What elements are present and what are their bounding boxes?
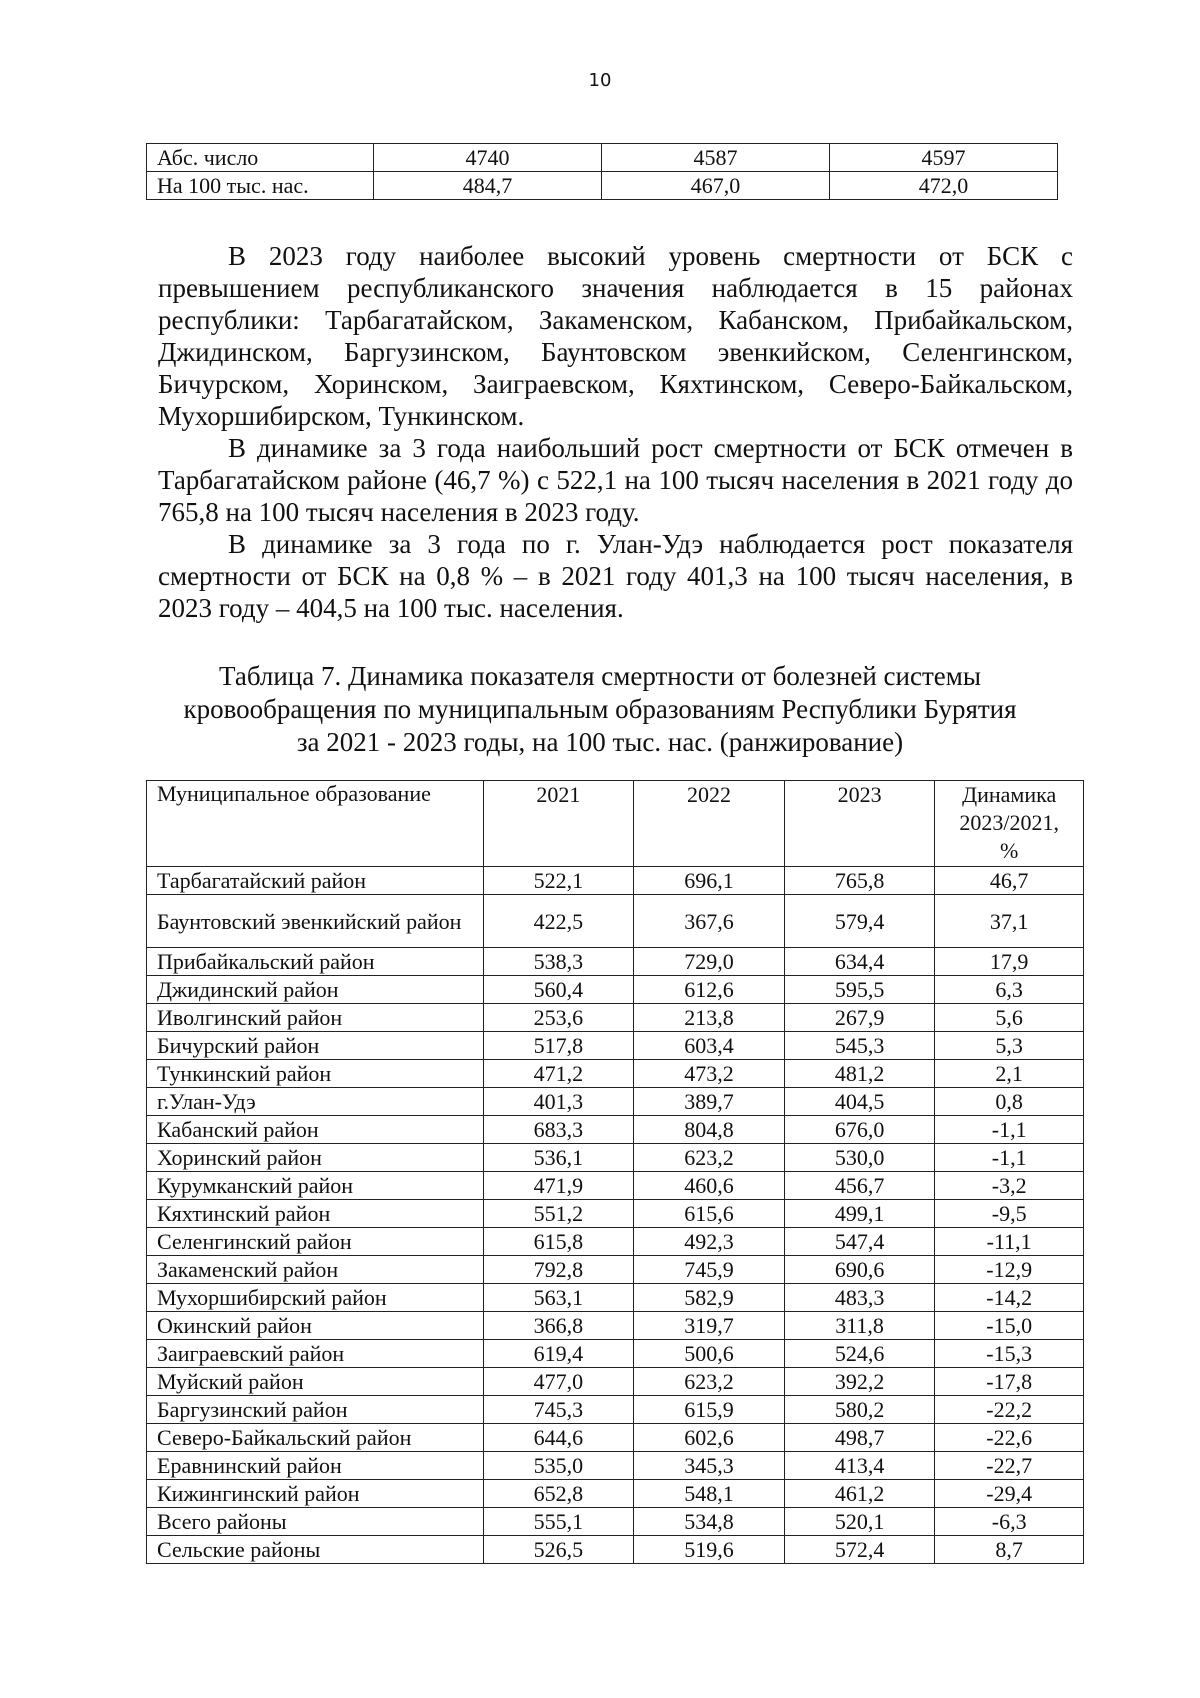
municipality-cell: Кяхтинский район: [147, 1200, 484, 1228]
row-label: Абс. число: [147, 144, 374, 172]
value-2023-cell: 530,0: [784, 1144, 935, 1172]
caption-line: за 2021 - 2023 годы, на 100 тыс. нас. (ранжирование): [296, 727, 904, 757]
value-2021-cell: 366,8: [483, 1312, 634, 1340]
value-2021-cell: 536,1: [483, 1144, 634, 1172]
table-row: [147, 1424, 1084, 1452]
value-2022-cell: 582,9: [634, 1284, 785, 1312]
paragraph: В динамике за 3 года наибольший рост смертности от БСК отмечен в Тарбагатайском районе (46,7 %) с 522,1 на 100 тысяч населения в 2021 году до 765,8 на 100 тысяч населения в 2023 году.: [158, 433, 1073, 527]
value-2021-cell: 560,4: [483, 976, 634, 1004]
table-row: [147, 1340, 1084, 1368]
value-2022-cell: 500,6: [634, 1340, 785, 1368]
value-2023-cell: 676,0: [784, 1116, 935, 1144]
dynamics-cell: -11,1: [935, 1228, 1084, 1256]
value-2023-cell: 765,8: [784, 867, 935, 895]
value-2022-cell: 367,6: [634, 895, 785, 948]
dynamics-cell: -22,6: [935, 1424, 1084, 1452]
value-2023-cell: 267,9: [784, 1004, 935, 1032]
caption-line: Таблица 7. Динамика показателя смертности от болезней системы: [219, 661, 981, 691]
table-row: [147, 1396, 1084, 1424]
value-2021-cell: 526,5: [483, 1536, 634, 1564]
value-2021-cell: 555,1: [483, 1508, 634, 1536]
value-2022-cell: 612,6: [634, 976, 785, 1004]
value-2022-cell: 603,4: [634, 1032, 785, 1060]
value-2021-cell: 401,3: [483, 1088, 634, 1116]
municipality-cell: Баунтовский эвенкийский район: [147, 895, 484, 948]
dynamics-cell: -9,5: [935, 1200, 1084, 1228]
table-row: [147, 1508, 1084, 1536]
paragraph: В динамике за 3 года по г. Улан-Удэ наблюдается рост показателя смертности от БСК на 0,8 % – в 2021 году 401,3 на 100 тысяч населения, в 2023 году – 404,5 на 100 тыс. населения.: [158, 529, 1073, 623]
value-2023-cell: 524,6: [784, 1340, 935, 1368]
value-2022-cell: 548,1: [634, 1480, 785, 1508]
table-row: [147, 867, 1084, 895]
value-2022-cell: 623,2: [634, 1368, 785, 1396]
summary-table: [146, 143, 1058, 200]
municipality-cell: Прибайкальский район: [147, 948, 484, 976]
municipality-cell: Муйский район: [147, 1368, 484, 1396]
value-2021-cell: 538,3: [483, 948, 634, 976]
table-row: [147, 1368, 1084, 1396]
value-2023-cell: 481,2: [784, 1060, 935, 1088]
table-row: [147, 172, 1058, 200]
value-2021-cell: 477,0: [483, 1368, 634, 1396]
header-dynamics: [935, 781, 1084, 867]
cell-value: 4597: [830, 144, 1058, 172]
value-2023-cell: 572,4: [784, 1536, 935, 1564]
value-2023-cell: 483,3: [784, 1284, 935, 1312]
dynamics-cell: 2,1: [935, 1060, 1084, 1088]
header-municipality: Муниципальное образование: [147, 781, 484, 867]
table-row: [147, 1452, 1084, 1480]
table-row: [147, 1312, 1084, 1340]
table-row: [147, 1004, 1084, 1032]
table-row: [147, 144, 1058, 172]
value-2023-cell: 579,4: [784, 895, 935, 948]
value-2021-cell: 517,8: [483, 1032, 634, 1060]
cell-value: 4587: [602, 144, 830, 172]
dynamics-cell: -1,1: [935, 1144, 1084, 1172]
dynamics-cell: -1,1: [935, 1116, 1084, 1144]
dynamics-cell: 37,1: [935, 895, 1084, 948]
dynamics-cell: 6,3: [935, 976, 1084, 1004]
mortality-table: [146, 780, 1084, 1564]
dynamics-cell: -15,0: [935, 1312, 1084, 1340]
municipality-cell: Тункинский район: [147, 1060, 484, 1088]
value-2022-cell: 729,0: [634, 948, 785, 976]
municipality-cell: Мухоршибирский район: [147, 1284, 484, 1312]
cell-value: 467,0: [602, 172, 830, 200]
municipality-cell: Закаменский район: [147, 1256, 484, 1284]
table-row: [147, 1060, 1084, 1088]
table-row: [147, 948, 1084, 976]
table-row: [147, 976, 1084, 1004]
municipality-cell: Всего районы: [147, 1508, 484, 1536]
cell-value: 4740: [374, 144, 602, 172]
table-row: [147, 1032, 1084, 1060]
caption-line: кровообращения по муниципальным образованиям Республики Бурятия: [183, 694, 1017, 724]
value-2022-cell: 534,8: [634, 1508, 785, 1536]
table-caption: [0, 660, 1200, 759]
table-header-row: [147, 781, 1084, 867]
dynamics-cell: -12,9: [935, 1256, 1084, 1284]
value-2023-cell: 392,2: [784, 1368, 935, 1396]
municipality-cell: Курумканский район: [147, 1172, 484, 1200]
header-dynamics-line: Динамика: [962, 782, 1057, 807]
municipality-cell: Кижингинский район: [147, 1480, 484, 1508]
table-row: [147, 1480, 1084, 1508]
value-2022-cell: 345,3: [634, 1452, 785, 1480]
value-2023-cell: 456,7: [784, 1172, 935, 1200]
dynamics-cell: 8,7: [935, 1536, 1084, 1564]
municipality-cell: Кабанский район: [147, 1116, 484, 1144]
value-2021-cell: 619,4: [483, 1340, 634, 1368]
table-row: [147, 1116, 1084, 1144]
table-row: [147, 1536, 1084, 1564]
municipality-cell: Сельские районы: [147, 1536, 484, 1564]
cell-value: 472,0: [830, 172, 1058, 200]
value-2022-cell: 623,2: [634, 1144, 785, 1172]
header-dynamics-line: %: [1000, 838, 1019, 863]
municipality-cell: Заиграевский район: [147, 1340, 484, 1368]
value-2021-cell: 253,6: [483, 1004, 634, 1032]
value-2022-cell: 473,2: [634, 1060, 785, 1088]
dynamics-cell: -14,2: [935, 1284, 1084, 1312]
value-2021-cell: 471,2: [483, 1060, 634, 1088]
value-2021-cell: 615,8: [483, 1228, 634, 1256]
value-2022-cell: 319,7: [634, 1312, 785, 1340]
value-2022-cell: 460,6: [634, 1172, 785, 1200]
municipality-cell: Окинский район: [147, 1312, 484, 1340]
table-row: [147, 1172, 1084, 1200]
value-2021-cell: 652,8: [483, 1480, 634, 1508]
municipality-cell: Бичурский район: [147, 1032, 484, 1060]
paragraph: В 2023 году наиболее высокий уровень смертности от БСК с превышением республиканского значения наблюдается в 15 районах республики: Тарбагатайском, Закаменском, Кабанском, Прибайкальском, Джидинском, Баргузинском, Баунтовском эвенкийском, Селенгинском, Бичурском, Хоринском, Заиграевском, Кяхтинском, Северо-Байкальском, Мухоршибирском, Тункинском.: [158, 241, 1073, 431]
value-2021-cell: 522,1: [483, 867, 634, 895]
municipality-cell: Иволгинский район: [147, 1004, 484, 1032]
dynamics-cell: -29,4: [935, 1480, 1084, 1508]
dynamics-cell: 0,8: [935, 1088, 1084, 1116]
value-2022-cell: 213,8: [634, 1004, 785, 1032]
value-2021-cell: 563,1: [483, 1284, 634, 1312]
value-2022-cell: 696,1: [634, 867, 785, 895]
header-dynamics-line: 2023/2021,: [959, 810, 1059, 835]
dynamics-cell: 5,6: [935, 1004, 1084, 1032]
cell-value: 484,7: [374, 172, 602, 200]
header-2021: 2021: [483, 781, 634, 867]
header-2023: 2023: [784, 781, 935, 867]
value-2021-cell: 683,3: [483, 1116, 634, 1144]
value-2021-cell: 792,8: [483, 1256, 634, 1284]
value-2023-cell: 520,1: [784, 1508, 935, 1536]
value-2021-cell: 745,3: [483, 1396, 634, 1424]
value-2023-cell: 634,4: [784, 948, 935, 976]
value-2023-cell: 413,4: [784, 1452, 935, 1480]
value-2022-cell: 804,8: [634, 1116, 785, 1144]
table-row: [147, 1088, 1084, 1116]
municipality-cell: г.Улан-Удэ: [147, 1088, 484, 1116]
dynamics-cell: 46,7: [935, 867, 1084, 895]
value-2023-cell: 499,1: [784, 1200, 935, 1228]
value-2023-cell: 545,3: [784, 1032, 935, 1060]
header-2022: 2022: [634, 781, 785, 867]
value-2023-cell: 461,2: [784, 1480, 935, 1508]
municipality-cell: Еравнинский район: [147, 1452, 484, 1480]
table-row: [147, 895, 1084, 948]
row-label: На 100 тыс. нас.: [147, 172, 374, 200]
value-2021-cell: 535,0: [483, 1452, 634, 1480]
body-text: [158, 240, 1073, 624]
value-2021-cell: 422,5: [483, 895, 634, 948]
table-body: [147, 867, 1084, 1564]
value-2021-cell: 644,6: [483, 1424, 634, 1452]
dynamics-cell: -6,3: [935, 1508, 1084, 1536]
value-2022-cell: 615,6: [634, 1200, 785, 1228]
dynamics-cell: 17,9: [935, 948, 1084, 976]
dynamics-cell: -17,8: [935, 1368, 1084, 1396]
value-2022-cell: 745,9: [634, 1256, 785, 1284]
value-2023-cell: 404,5: [784, 1088, 935, 1116]
table-row: [147, 1256, 1084, 1284]
value-2022-cell: 519,6: [634, 1536, 785, 1564]
value-2023-cell: 311,8: [784, 1312, 935, 1340]
municipality-cell: Тарбагатайский район: [147, 867, 484, 895]
municipality-cell: Северо-Байкальский район: [147, 1424, 484, 1452]
value-2021-cell: 551,2: [483, 1200, 634, 1228]
value-2022-cell: 492,3: [634, 1228, 785, 1256]
dynamics-cell: 5,3: [935, 1032, 1084, 1060]
table-row: [147, 1144, 1084, 1172]
dynamics-cell: -22,2: [935, 1396, 1084, 1424]
dynamics-cell: -3,2: [935, 1172, 1084, 1200]
table-row: [147, 1228, 1084, 1256]
value-2023-cell: 690,6: [784, 1256, 935, 1284]
value-2023-cell: 547,4: [784, 1228, 935, 1256]
municipality-cell: Селенгинский район: [147, 1228, 484, 1256]
dynamics-cell: -15,3: [935, 1340, 1084, 1368]
value-2023-cell: 580,2: [784, 1396, 935, 1424]
value-2022-cell: 615,9: [634, 1396, 785, 1424]
municipality-cell: Джидинский район: [147, 976, 484, 1004]
dynamics-cell: -22,7: [935, 1452, 1084, 1480]
value-2023-cell: 595,5: [784, 976, 935, 1004]
municipality-cell: Баргузинский район: [147, 1396, 484, 1424]
table-row: [147, 1284, 1084, 1312]
value-2022-cell: 602,6: [634, 1424, 785, 1452]
value-2022-cell: 389,7: [634, 1088, 785, 1116]
page-number: 10: [588, 70, 612, 91]
municipality-cell: Хоринский район: [147, 1144, 484, 1172]
value-2021-cell: 471,9: [483, 1172, 634, 1200]
value-2023-cell: 498,7: [784, 1424, 935, 1452]
table-row: [147, 1200, 1084, 1228]
